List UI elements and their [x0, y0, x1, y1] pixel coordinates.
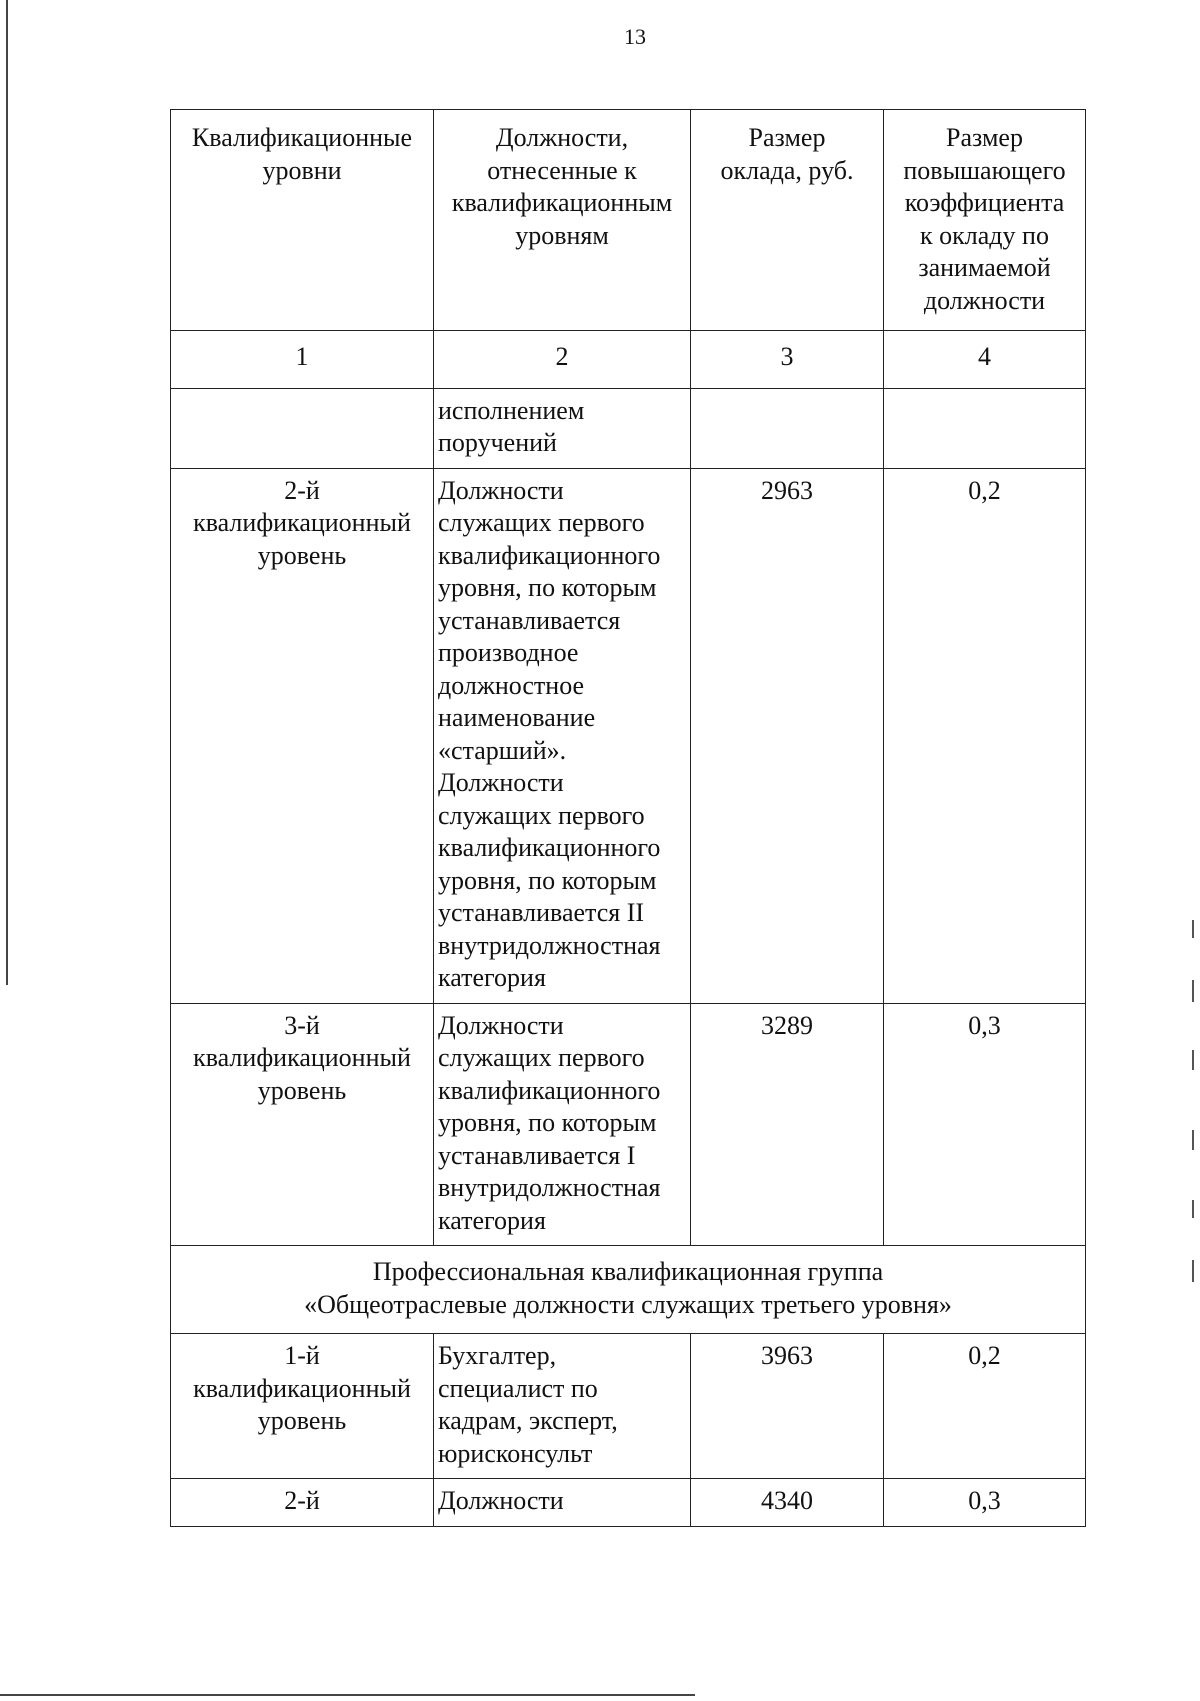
scan-edge-bottom — [0, 1694, 695, 1696]
text-line: коэффициента — [904, 188, 1065, 217]
text-line: внутридолжностная — [438, 1173, 661, 1202]
text-line: к окладу по — [920, 220, 1049, 250]
text-line: уровня, по которым — [438, 573, 657, 602]
salary-cell: 3289 — [691, 1003, 884, 1246]
positions-cell — [434, 1334, 691, 1479]
text-line: Бухгалтер, — [438, 1341, 557, 1370]
coefficient-cell: 0,3 — [884, 1003, 1086, 1246]
text-line: устанавливается — [438, 605, 621, 635]
text-line: юрисконсульт — [438, 1438, 593, 1468]
positions-cell — [434, 468, 691, 1003]
text-line: исполнением — [438, 395, 585, 425]
scan-mark — [1192, 920, 1194, 938]
table-row — [171, 468, 1086, 1003]
text-line: «старший». — [438, 735, 567, 765]
text-line: Размер — [748, 123, 826, 152]
table-row — [171, 1479, 1086, 1527]
positions-cell — [434, 1479, 691, 1527]
level-cell — [171, 1003, 434, 1246]
text-line: квалификационным — [451, 188, 673, 217]
header-cell-coefficient — [884, 110, 1086, 331]
text-line: внутридолжностная — [438, 930, 661, 960]
text-line: Размер — [946, 123, 1023, 152]
coefficient-cell — [884, 388, 1086, 468]
scan-edge-left — [6, 0, 8, 985]
text-line: категория — [438, 1205, 546, 1235]
text-line: категория — [438, 963, 546, 992]
group-heading — [171, 1246, 1086, 1334]
coefficient-cell: 0,2 — [884, 468, 1086, 1003]
text-line: 3-й — [284, 1010, 320, 1040]
table-row — [171, 1334, 1086, 1479]
text-line: квалификационного — [438, 1075, 661, 1105]
text-line: служащих первого — [438, 1043, 645, 1072]
column-number-row — [171, 331, 1086, 389]
text-line: уровень — [257, 1406, 347, 1435]
text-line: устанавливается II — [438, 898, 645, 927]
text-line: уровень — [257, 1075, 347, 1105]
column-number: 2 — [434, 331, 691, 389]
positions-cell — [434, 388, 691, 468]
level-cell — [171, 1479, 434, 1527]
header-cell-levels — [171, 110, 434, 331]
page-number: 13 — [624, 24, 646, 49]
text-line: устанавливается I — [438, 1140, 636, 1170]
text-line: квалификационного — [438, 833, 661, 862]
text-line: Должности, — [495, 123, 629, 152]
text-line: должностное — [438, 670, 585, 700]
text-line: уровни — [262, 155, 342, 185]
text-line: занимаемой — [918, 253, 1051, 282]
text-line: повышающего — [903, 155, 1066, 185]
scan-mark — [1192, 1130, 1194, 1150]
group-heading-row — [171, 1246, 1086, 1334]
text-line: квалификационный — [193, 1373, 411, 1403]
text-line: Должности — [438, 1010, 564, 1040]
scan-mark — [1192, 1260, 1194, 1282]
text-line: 1-й — [284, 1341, 320, 1370]
text-line: Должности — [438, 768, 564, 797]
text-line: Должности — [438, 475, 564, 505]
column-number: 1 — [171, 331, 434, 389]
text-line: оклада, руб. — [720, 155, 854, 185]
text-line: уровня, по которым — [438, 1108, 657, 1137]
salary-cell: 4340 — [691, 1479, 884, 1527]
text-line: отнесенные к — [487, 155, 637, 185]
text-line: уровня, по которым — [438, 865, 657, 895]
level-cell — [171, 1334, 434, 1479]
text-line: квалификационный — [193, 1043, 411, 1072]
text-line: квалификационный — [193, 508, 411, 537]
column-number: 4 — [884, 331, 1086, 389]
coefficient-cell: 0,3 — [884, 1479, 1086, 1527]
column-number: 3 — [691, 331, 884, 389]
text-line: 2-й — [284, 1486, 320, 1515]
scan-mark — [1192, 1200, 1194, 1218]
salary-cell: 2963 — [691, 468, 884, 1003]
text-line: служащих первого — [438, 508, 645, 537]
qualification-table — [170, 109, 1086, 1527]
text-line: Профессиональная квалификационная группа — [372, 1257, 884, 1286]
text-line: «Общеотраслевые должности служащих третьего уровня» — [304, 1289, 952, 1319]
text-line: квалификационного — [438, 540, 661, 570]
header-cell-positions — [434, 110, 691, 331]
text-line: специалист по — [438, 1373, 598, 1403]
salary-cell: 3963 — [691, 1334, 884, 1479]
text-line: должности — [923, 285, 1046, 315]
text-line: Квалификационные — [191, 123, 413, 152]
level-cell — [171, 468, 434, 1003]
level-cell — [171, 388, 434, 468]
scan-mark — [1192, 1050, 1194, 1070]
scan-mark — [1192, 980, 1194, 1002]
text-line: служащих первого — [438, 800, 645, 830]
coefficient-cell: 0,2 — [884, 1334, 1086, 1479]
positions-cell — [434, 1003, 691, 1246]
text-line: поручений — [438, 428, 557, 457]
table-header-row — [171, 110, 1086, 331]
text-line: Должности — [438, 1486, 564, 1515]
text-line: производное — [438, 638, 579, 667]
salary-cell — [691, 388, 884, 468]
table-row — [171, 1003, 1086, 1246]
text-line: уровням — [515, 220, 609, 250]
header-cell-salary — [691, 110, 884, 331]
text-line: 2-й — [284, 475, 320, 505]
text-line: уровень — [257, 540, 347, 570]
table-row — [171, 388, 1086, 468]
text-line: кадрам, эксперт, — [438, 1406, 618, 1435]
text-line: наименование — [438, 703, 596, 732]
